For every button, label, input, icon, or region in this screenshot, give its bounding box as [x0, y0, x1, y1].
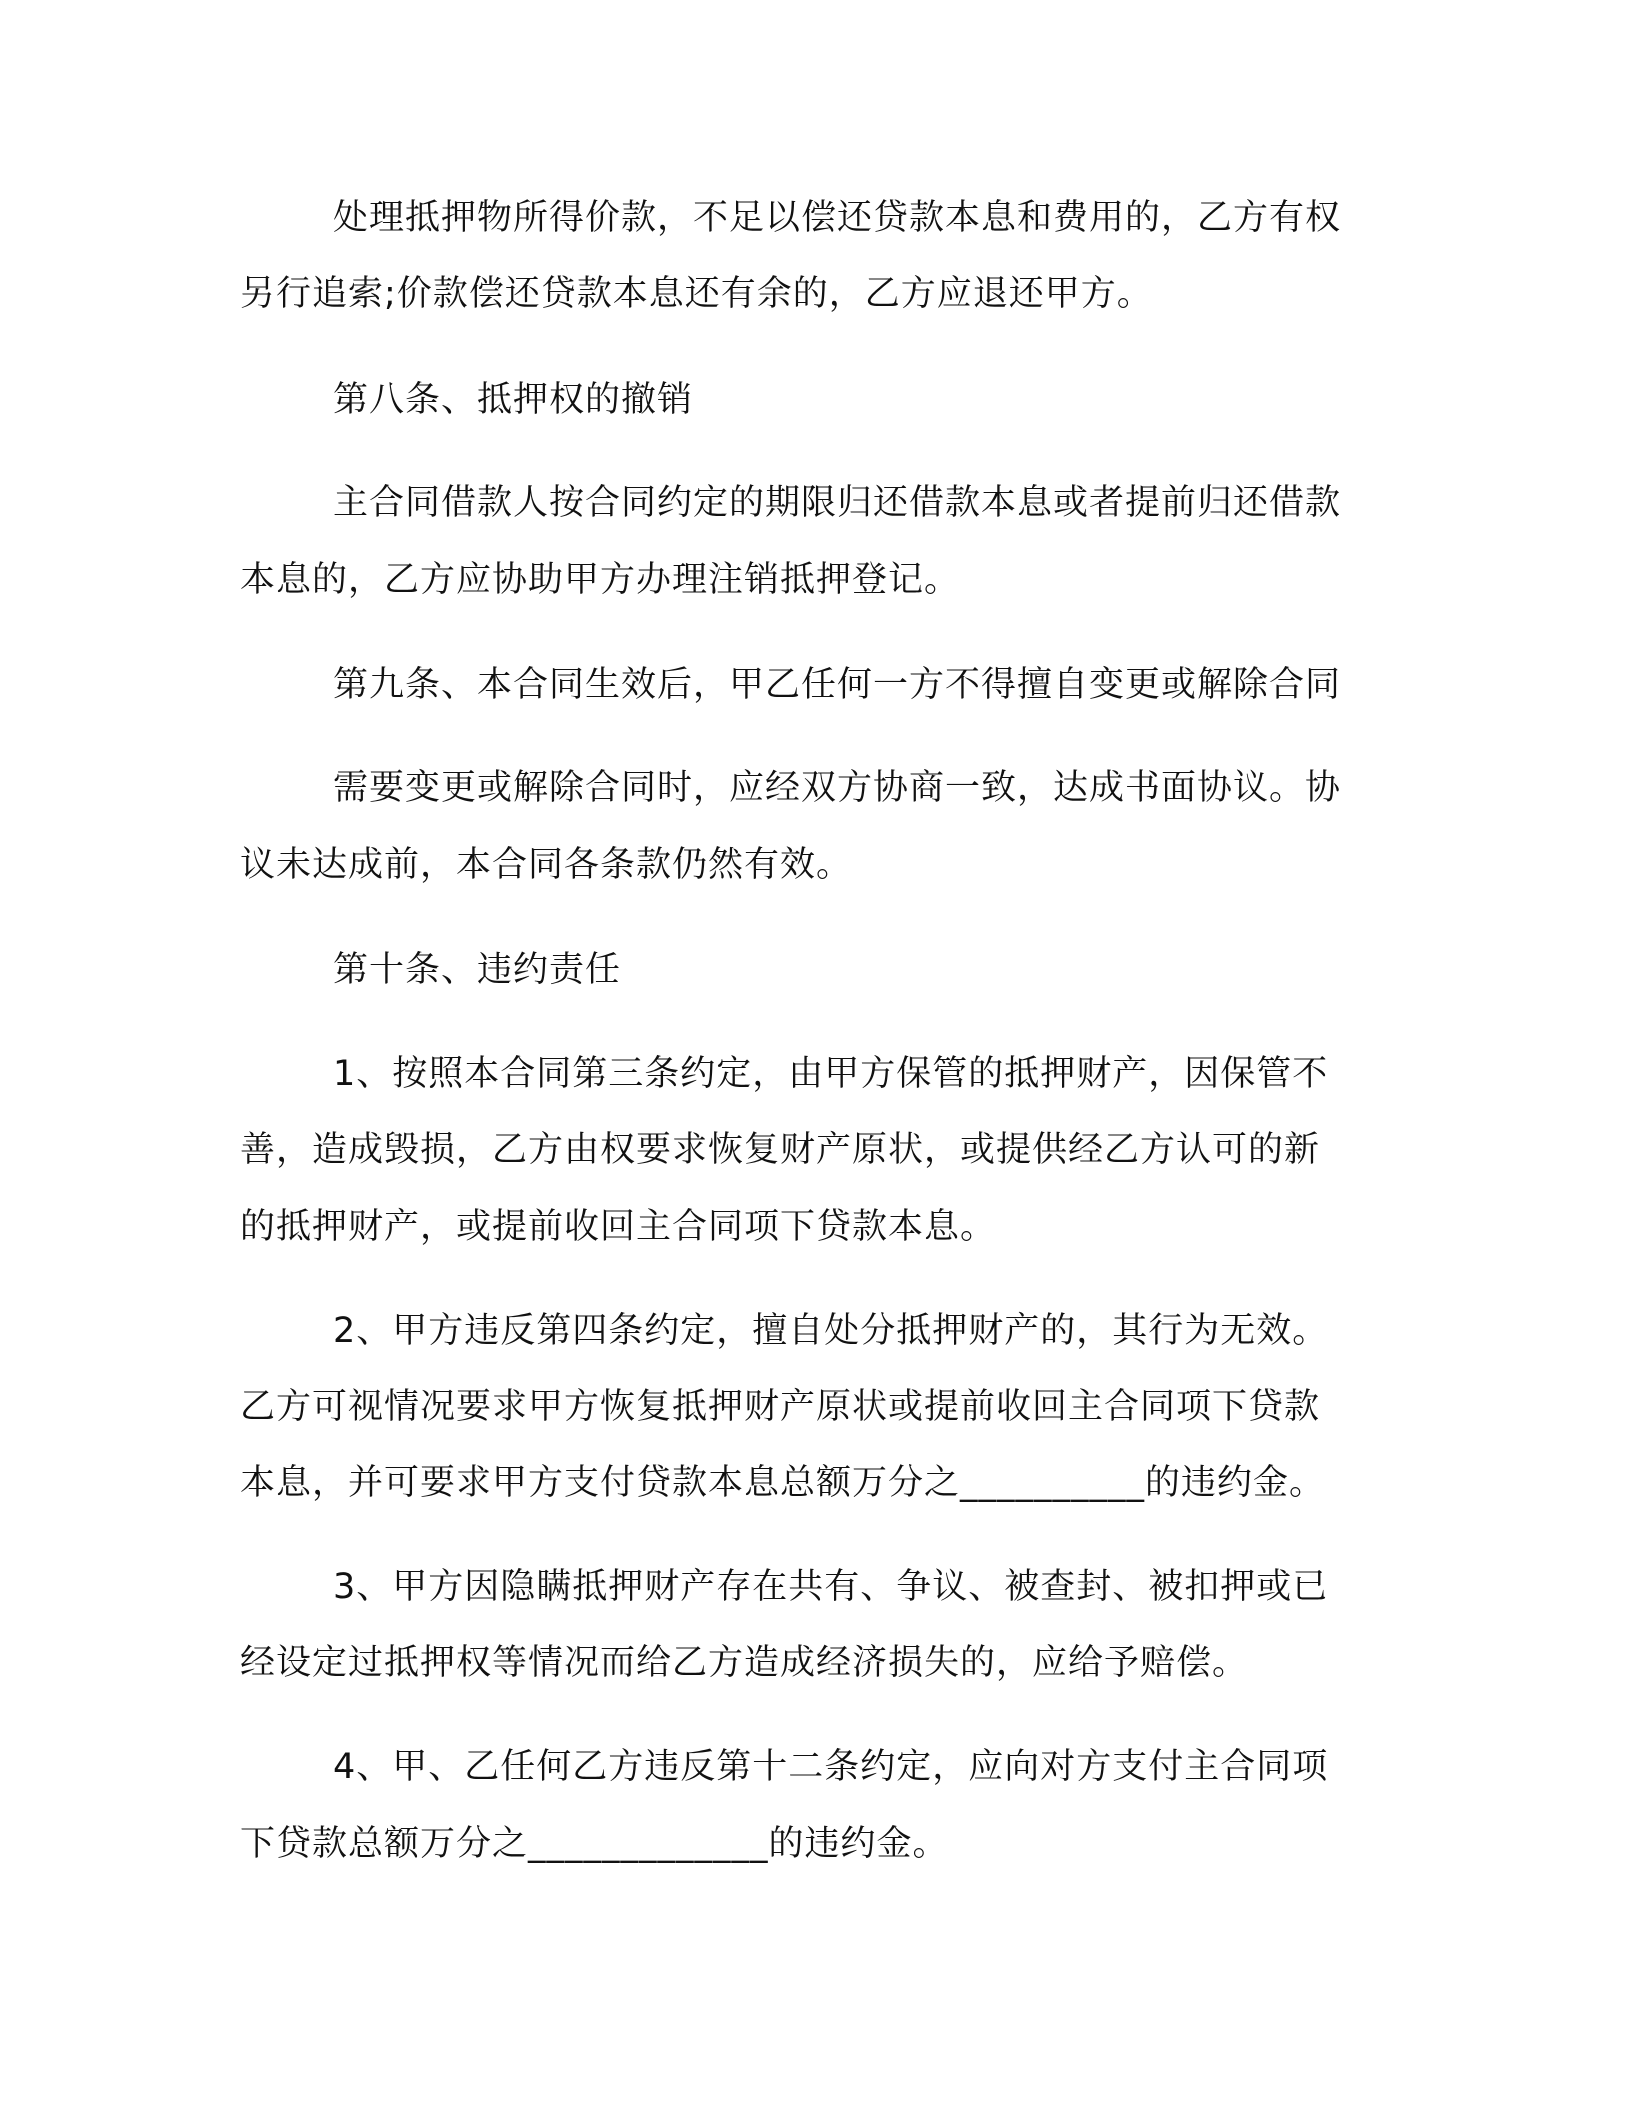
text-line: 本息，并可要求甲方支付贷款本息总额万分之__________的违约金。 [240, 1463, 1326, 1503]
text-line: 主合同借款人按合同约定的期限归还借款本息或者提前归还借款 [333, 483, 1342, 523]
text-line: 乙方可视情况要求甲方恢复抵押财产原状或提前收回主合同项下贷款 [240, 1387, 1321, 1427]
text-line: 2、甲方违反第四条约定，擅自处分抵押财产的，其行为无效。 [333, 1311, 1329, 1351]
text-line: 4、甲、乙任何乙方违反第十二条约定，应向对方支付主合同项 [333, 1747, 1329, 1787]
text-line: 另行追索;价款偿还贷款本息还有余的，乙方应退还甲方。 [240, 274, 1153, 314]
text-line: 1、按照本合同第三条约定，由甲方保管的抵押财产，因保管不 [333, 1054, 1329, 1094]
text-line: 需要变更或解除合同时，应经双方协商一致，达成书面协议。协 [333, 768, 1342, 808]
article-heading: 第八条、抵押权的撤销 [333, 380, 694, 420]
article-heading: 第十条、违约责任 [333, 950, 622, 990]
text-line: 下贷款总额万分之_____________的违约金。 [240, 1824, 949, 1864]
text-line: 经设定过抵押权等情况而给乙方造成经济损失的，应给予赔偿。 [240, 1643, 1249, 1683]
text-line: 本息的，乙方应协助甲方办理注销抵押登记。 [240, 560, 961, 600]
text-line: 处理抵押物所得价款，不足以偿还贷款本息和费用的，乙方有权 [333, 198, 1342, 238]
text-line: 3、甲方因隐瞒抵押财产存在共有、争议、被查封、被扣押或已 [333, 1567, 1329, 1607]
text-line: 善，造成毁损，乙方由权要求恢复财产原状，或提供经乙方认可的新 [240, 1130, 1321, 1170]
text-line: 第九条、本合同生效后，甲乙任何一方不得擅自变更或解除合同 [333, 665, 1342, 705]
text-line: 的抵押财产，或提前收回主合同项下贷款本息。 [240, 1207, 997, 1247]
text-line: 议未达成前，本合同各条款仍然有效。 [240, 845, 853, 885]
